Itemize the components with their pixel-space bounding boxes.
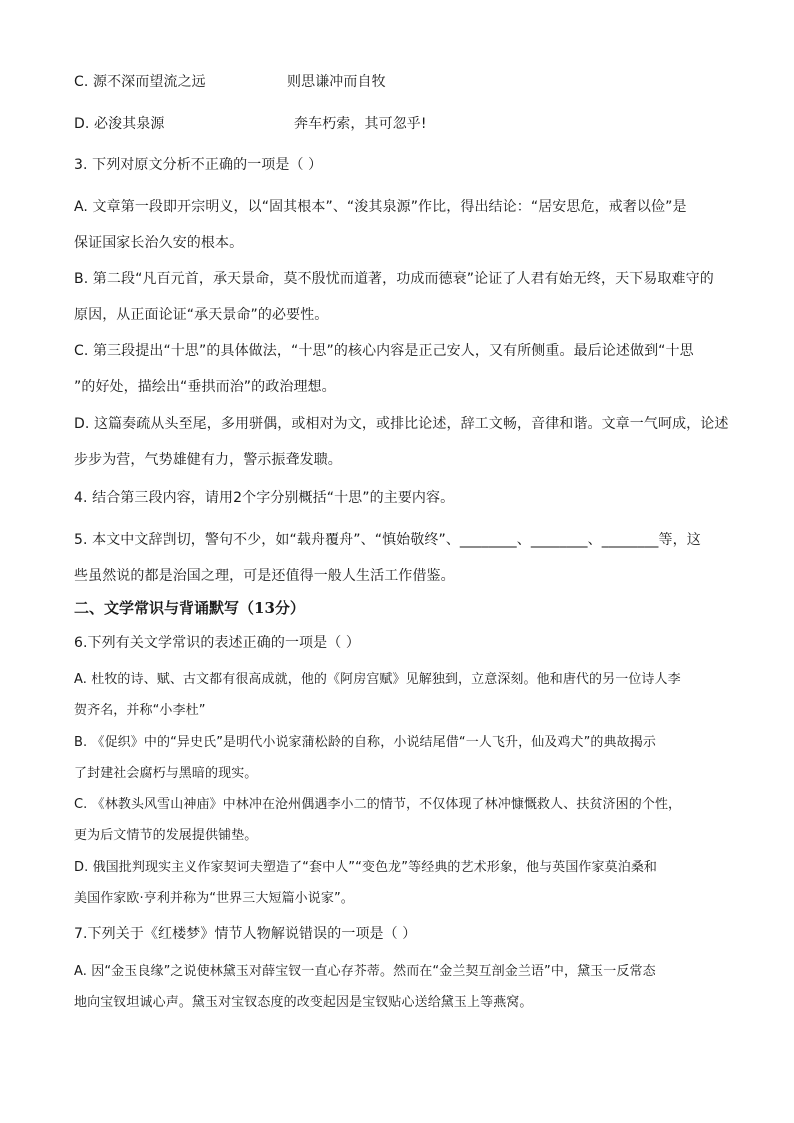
q3-option-c-line2: ”的好处，描绘出“垂拱而治”的政治理想。: [74, 379, 336, 395]
q6-option-a-line2: 贺齐名，并称“小李杜”: [74, 703, 206, 718]
q3-option-d-line2: 步步为营，气势雄健有力，警示振聋发聩。: [74, 452, 342, 468]
q3-stem: 3. 下列对原文分析不正确的一项是（ ）: [74, 157, 323, 173]
q2-option-c: [74, 72, 722, 92]
q3-option-a-line2: 保证国家长治久安的根本。: [74, 235, 244, 251]
q3-option-b-line2: 原因，从正面论证“承天景命”的必要性。: [74, 307, 329, 323]
q2-option-d-right: 奔车朽索，其可忽乎!: [294, 116, 427, 132]
q6-option-b-line1: B. 《促织》中的“异史氏”是明代小说家蒲松龄的自称，小说结尾借“一人飞升，仙及鸡犬”的典故揭示: [74, 735, 656, 750]
section-heading: 二、文学常识与背诵默写（13分）: [74, 599, 305, 617]
q4-stem: 4. 结合第三段内容，请用2个字分别概括“十思”的主要内容。: [74, 490, 455, 506]
q2-option-d: [74, 114, 722, 134]
q3-option-a-line1: A. 文章第一段即开宗明义，以“固其根本”、“浚其泉源”作比，得出结论：“居安思危，戒奢以俭”是: [74, 199, 687, 215]
q6-option-c-line2: 更为后文情节的发展提供铺垫。: [74, 828, 258, 843]
q7-option-a-line1: A. 因“金玉良缘”之说使林黛玉对薛宝钗一直心存芥蒂。然而在“金兰契互剖金兰语”中，黛玉一反常态: [74, 964, 656, 979]
q6-option-d-line1: D. 俄国批判现实主义作家契诃夫塑造了“套中人”“变色龙”等经典的艺术形象，他与英国作家莫泊桑和: [74, 860, 658, 875]
q6-option-a-line1: A. 杜牧的诗、赋、古文都有很高成就，他的《阿房宫赋》见解独到，立意深刻。他和唐代的另一位诗人李: [74, 672, 681, 687]
q2-option-c-left: C. 源不深而望流之远: [74, 74, 206, 90]
q5-line1: 5. 本文中文辞剀切，警句不少，如“载舟覆舟”、“慎始敬终”、________、________、________等，这: [74, 532, 701, 548]
q7-option-a-line2: 地向宝钗坦诚心声。黛玉对宝钗态度的改变起因是宝钗贴心送给黛玉上等燕窝。: [74, 995, 533, 1010]
q2-option-c-right: 则思谦冲而自牧: [287, 74, 386, 90]
q6-option-d-line2: 美国作家欧·亨利并称为“世界三大短篇小说家”。: [74, 891, 354, 906]
q2-option-d-left: D. 必浚其泉源: [74, 116, 165, 132]
q5-line2: 些虽然说的都是治国之理，可是还值得一般人生活工作借鉴。: [74, 568, 455, 584]
q7-stem: 7.下列关于《红楼梦》情节人物解说错误的一项是（ ）: [74, 926, 417, 942]
q3-option-d-line1: D. 这篇奏疏从头至尾，多用骈偶，或相对为文，或排比论述，辞工文畅，音律和谐。文章一气呵成，论述: [74, 416, 729, 432]
q6-option-b-line2: 了封建社会腐朽与黑暗的现实。: [74, 766, 258, 781]
q3-option-b-line1: B. 第二段“凡百元首，承天景命，莫不殷忧而道著，功成而德衰”论证了人君有始无终，天下易取难守的: [74, 271, 714, 287]
q6-option-c-line1: C. 《林教头风雪山神庙》中林冲在沧州偶遇李小二的情节，不仅体现了林冲慷慨救人、扶贫济困的个性，: [74, 797, 682, 812]
q6-stem: 6.下列有关文学常识的表述正确的一项是（ ）: [74, 635, 361, 651]
q3-option-c-line1: C. 第三段提出“十思”的具体做法，“十思”的核心内容是正己安人，又有所侧重。最后论述做到“十思: [74, 343, 694, 359]
